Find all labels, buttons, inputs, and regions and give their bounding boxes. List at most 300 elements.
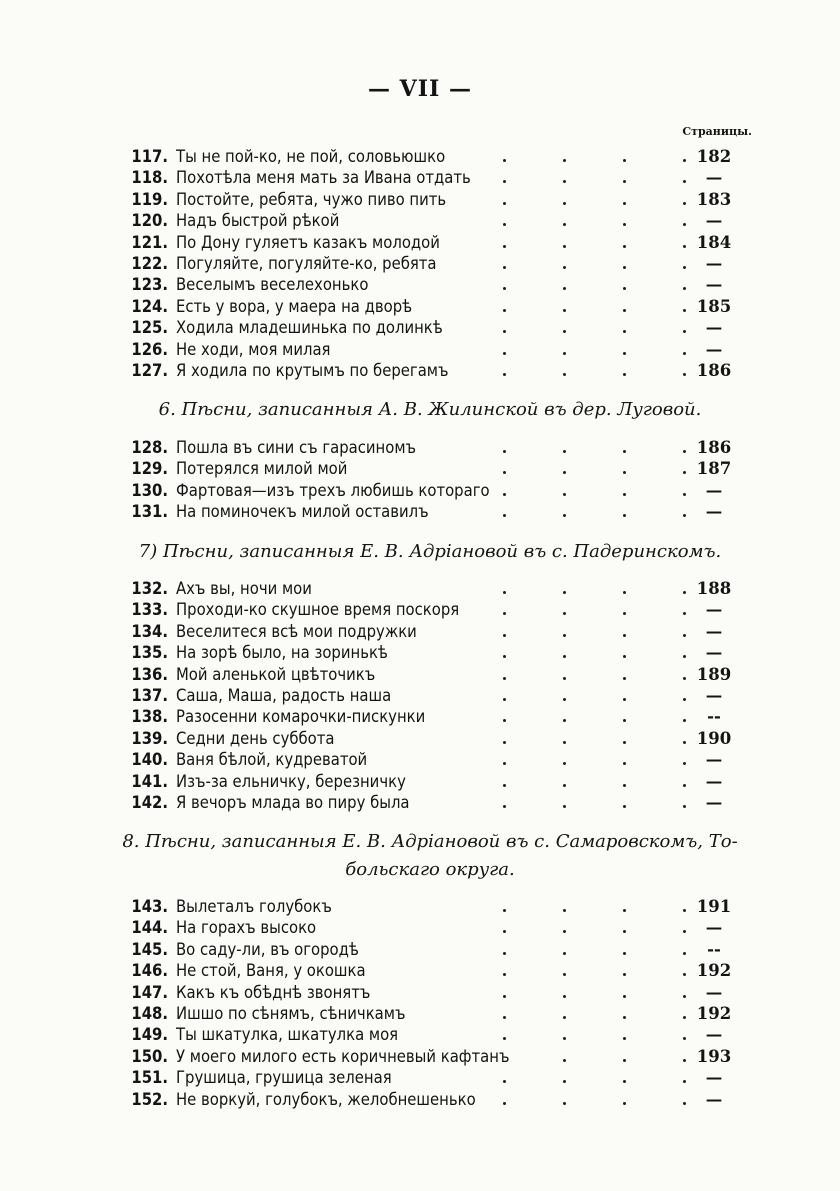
entry-page-number: 190	[696, 728, 732, 748]
toc-entry	[120, 458, 740, 480]
leader-dot	[503, 952, 506, 955]
leader-dot	[683, 741, 686, 744]
leader-dot	[503, 762, 506, 765]
leader-dot	[623, 514, 626, 517]
section-heading-6: 6. Пѣсни, записанныя А. В. Жилинской въ дер. Луговой.	[158, 399, 702, 420]
dot-leader	[120, 309, 680, 312]
dot-leader	[120, 330, 680, 333]
leader-dot	[683, 634, 686, 637]
entry-title: Пошла въ сини съ гарасиномъ	[176, 438, 417, 457]
toc-entry	[120, 578, 740, 600]
leader-dot	[563, 352, 566, 355]
entry-page-number: —	[705, 480, 723, 500]
dot-leader	[120, 930, 680, 933]
toc-entry	[120, 437, 740, 459]
leader-dot	[683, 719, 686, 722]
dot-leader	[120, 995, 680, 998]
dot-leader	[120, 677, 680, 680]
pages-column-label: Страницы.	[682, 125, 752, 138]
leader-dot	[623, 634, 626, 637]
entry-number: 142.	[131, 793, 168, 812]
entry-title: Во саду-ли, въ огородѣ	[176, 939, 359, 959]
leader-dot	[623, 1016, 626, 1019]
leader-dot	[563, 719, 566, 722]
leader-dot	[623, 995, 626, 998]
entry-number: 149.	[131, 1025, 168, 1045]
toc-entry	[120, 982, 740, 1004]
entry-title: Ты шкатулка, шкатулка моя	[176, 1025, 399, 1045]
dot-leader	[120, 1080, 680, 1083]
leader-dot	[623, 309, 626, 312]
leader-dot	[623, 719, 626, 722]
toc-entry	[120, 749, 740, 771]
entry-page-number: —	[705, 1089, 723, 1109]
leader-dot	[563, 245, 566, 248]
entry-page-number: —	[705, 339, 723, 359]
leader-dot	[503, 493, 506, 496]
leader-dot	[683, 805, 686, 808]
leader-dot	[563, 471, 566, 474]
leader-dot	[503, 634, 506, 637]
leader-dot	[563, 952, 566, 955]
entry-title: Грушица, грушица зеленая	[176, 1068, 392, 1088]
dot-leader	[120, 471, 680, 474]
entry-page-number: —	[705, 1025, 723, 1045]
leader-dot	[683, 1059, 686, 1062]
leader-dot	[563, 909, 566, 912]
leader-dot	[503, 909, 506, 912]
dot-leader	[120, 698, 680, 701]
dot-leader	[120, 655, 680, 658]
entry-number: 120.	[131, 211, 168, 231]
toc-entry	[120, 146, 740, 168]
toc-entry	[120, 189, 740, 211]
entry-number: 119.	[131, 189, 168, 209]
leader-dot	[623, 493, 626, 496]
entry-number: 150.	[131, 1046, 168, 1066]
entry-title: Не ходи, моя милая	[176, 339, 331, 359]
leader-dot	[563, 677, 566, 680]
leader-dot	[563, 995, 566, 998]
entry-page-number: 186	[696, 438, 732, 457]
leader-dot	[683, 352, 686, 355]
entry-page-number: 183	[696, 189, 732, 209]
leader-dot	[623, 180, 626, 183]
entry-page-number: 184	[696, 232, 732, 252]
leader-dot	[623, 1059, 626, 1062]
leader-dot	[563, 1059, 566, 1062]
leader-dot	[503, 373, 506, 376]
leader-dot	[623, 784, 626, 787]
leader-dot	[623, 952, 626, 955]
leader-dot	[683, 1102, 686, 1105]
entry-number: 128.	[131, 438, 168, 457]
entry-number: 130.	[131, 480, 168, 500]
leader-dot	[623, 373, 626, 376]
dot-leader	[120, 741, 680, 744]
leader-dot	[623, 223, 626, 226]
entry-number: 121.	[131, 232, 168, 252]
entry-page-number: —	[705, 168, 723, 188]
entry-number: 141.	[131, 771, 168, 791]
entry-page-number: —	[705, 686, 723, 705]
leader-dot	[563, 266, 566, 269]
entry-number: 127.	[131, 361, 168, 380]
entry-page-number: 186	[696, 361, 732, 380]
entry-page-number: 189	[696, 664, 732, 684]
dot-leader	[120, 1102, 680, 1105]
toc-entry	[120, 317, 740, 339]
dot-leader	[120, 223, 680, 226]
toc-entry	[120, 1067, 740, 1089]
leader-dot	[503, 1102, 506, 1105]
leader-dot	[683, 677, 686, 680]
leader-dot	[563, 159, 566, 162]
toc-entry	[120, 210, 740, 232]
leader-dot	[503, 973, 506, 976]
leader-dot	[683, 612, 686, 615]
toc-entry	[120, 501, 740, 523]
dot-leader	[120, 805, 680, 808]
leader-dot	[503, 352, 506, 355]
entry-title: На зорѣ было, на зоринькѣ	[176, 643, 388, 663]
entry-title: Веселымъ веселехонько	[176, 275, 369, 295]
page-header: — VII —	[368, 76, 472, 102]
leader-dot	[503, 287, 506, 290]
entry-number: 135.	[131, 643, 168, 663]
entry-number: 131.	[131, 502, 168, 522]
leader-dot	[503, 1080, 506, 1083]
leader-dot	[623, 612, 626, 615]
leader-dot	[623, 930, 626, 933]
entry-page-number: —	[705, 211, 723, 231]
leader-dot	[683, 450, 686, 453]
entry-number: 137.	[131, 686, 168, 705]
leader-dot	[623, 352, 626, 355]
entry-page-number: —	[705, 982, 723, 1002]
leader-dot	[563, 1102, 566, 1105]
dot-leader	[120, 159, 680, 162]
leader-dot	[503, 514, 506, 517]
leader-dot	[503, 719, 506, 722]
dot-leader	[120, 180, 680, 183]
entry-number: 129.	[131, 459, 168, 479]
entry-title: На поминочекъ милой оставилъ	[176, 502, 429, 522]
leader-dot	[503, 805, 506, 808]
entry-title: Вылеталъ голубокъ	[176, 897, 332, 916]
leader-dot	[563, 223, 566, 226]
section-heading-8-line2: больскаго округа.	[345, 859, 515, 880]
entry-number: 148.	[131, 1004, 168, 1023]
entry-page-number: —	[705, 643, 723, 663]
leader-dot	[683, 493, 686, 496]
entry-page-number: —	[705, 254, 723, 273]
leader-dot	[503, 450, 506, 453]
leader-dot	[683, 471, 686, 474]
leader-dot	[503, 591, 506, 594]
leader-dot	[563, 612, 566, 615]
leader-dot	[503, 930, 506, 933]
entry-title: Фартовая—изъ трехъ любишь котораго	[176, 480, 490, 500]
leader-dot	[683, 223, 686, 226]
toc-entry	[120, 896, 740, 918]
leader-dot	[563, 287, 566, 290]
dot-leader	[120, 634, 680, 637]
entry-page-number: —	[705, 750, 723, 770]
entry-number: 123.	[131, 275, 168, 295]
toc-entry	[120, 480, 740, 502]
leader-dot	[503, 202, 506, 205]
leader-dot	[503, 995, 506, 998]
entry-number: 126.	[131, 339, 168, 359]
leader-dot	[503, 698, 506, 701]
dot-leader	[120, 202, 680, 205]
dot-leader	[120, 266, 680, 269]
entry-page-number: 188	[696, 579, 732, 598]
leader-dot	[623, 1102, 626, 1105]
leader-dot	[683, 309, 686, 312]
toc-entry	[120, 232, 740, 254]
entry-number: 145.	[131, 939, 168, 959]
leader-dot	[503, 741, 506, 744]
entry-title: Не стой, Ваня, у окошка	[176, 961, 366, 981]
leader-dot	[623, 245, 626, 248]
toc-entry	[120, 960, 740, 982]
entry-title: Я вечоръ млада во пиру была	[176, 793, 410, 812]
entry-page-number: --	[707, 707, 721, 727]
dot-leader	[120, 450, 680, 453]
leader-dot	[563, 1080, 566, 1083]
entry-number: 143.	[131, 897, 168, 916]
leader-dot	[503, 612, 506, 615]
entry-page-number: —	[705, 502, 723, 522]
section-heading-7: 7) Пѣсни, записанныя Е. В. Адріановой въ с. Падеринскомъ.	[138, 541, 722, 562]
leader-dot	[563, 930, 566, 933]
leader-dot	[503, 784, 506, 787]
toc-entry	[120, 1003, 740, 1025]
dot-leader	[120, 591, 680, 594]
entry-number: 144.	[131, 918, 168, 938]
dot-leader	[120, 762, 680, 765]
leader-dot	[563, 973, 566, 976]
toc-entry	[120, 1046, 740, 1068]
leader-dot	[683, 655, 686, 658]
leader-dot	[623, 805, 626, 808]
leader-dot	[683, 909, 686, 912]
leader-dot	[623, 266, 626, 269]
entry-number: 147.	[131, 982, 168, 1002]
leader-dot	[563, 655, 566, 658]
leader-dot	[563, 373, 566, 376]
leader-dot	[623, 450, 626, 453]
entry-title: Ходила младешинька по долинкѣ	[176, 318, 443, 338]
entry-page-number: —	[705, 1068, 723, 1088]
entry-page-number: 182	[696, 147, 732, 166]
leader-dot	[683, 287, 686, 290]
entry-number: 117.	[131, 147, 168, 166]
leader-dot	[623, 159, 626, 162]
entry-title: Седни день суббота	[176, 728, 335, 748]
entry-number: 136.	[131, 664, 168, 684]
leader-dot	[503, 223, 506, 226]
dot-leader	[120, 784, 680, 787]
leader-dot	[563, 805, 566, 808]
toc-entry	[120, 664, 740, 686]
leader-dot	[683, 1080, 686, 1083]
leader-dot	[563, 180, 566, 183]
leader-dot	[623, 471, 626, 474]
entry-number: 132.	[131, 579, 168, 598]
entry-number: 138.	[131, 707, 168, 727]
entry-title: Потерялся милой мой	[176, 459, 348, 479]
dot-leader	[120, 373, 680, 376]
leader-dot	[563, 591, 566, 594]
entry-title: На горахъ высоко	[176, 918, 317, 938]
toc-entry	[120, 771, 740, 793]
leader-dot	[623, 741, 626, 744]
leader-dot	[623, 287, 626, 290]
entry-page-number: —	[705, 621, 723, 641]
entry-title: Разосенни комарочки-пискунки	[176, 707, 426, 727]
entry-title: Постойте, ребята, чужо пиво пить	[176, 189, 447, 209]
leader-dot	[503, 180, 506, 183]
entry-number: 152.	[131, 1089, 168, 1109]
dot-leader	[120, 719, 680, 722]
toc-entry	[120, 621, 740, 643]
leader-dot	[563, 634, 566, 637]
entry-number: 140.	[131, 750, 168, 770]
entry-title: Не воркуй, голубокъ, желобнешенько	[176, 1089, 476, 1109]
leader-dot	[683, 1016, 686, 1019]
dot-leader	[120, 973, 680, 976]
section-heading-8-line1: 8. Пѣсни, записанныя Е. В. Адріановой въ с. Самаровскомъ, То-	[122, 831, 738, 852]
entry-number: 125.	[131, 318, 168, 338]
toc-entry	[120, 1089, 740, 1111]
entry-number: 139.	[131, 728, 168, 748]
leader-dot	[503, 677, 506, 680]
entry-page-number: —	[705, 771, 723, 791]
leader-dot	[563, 450, 566, 453]
leader-dot	[563, 741, 566, 744]
entry-title: Погуляйте, погуляйте-ко, ребята	[176, 254, 437, 273]
leader-dot	[683, 784, 686, 787]
toc-entry	[120, 706, 740, 728]
leader-dot	[623, 1037, 626, 1040]
leader-dot	[683, 180, 686, 183]
dot-leader	[120, 245, 680, 248]
leader-dot	[623, 762, 626, 765]
dot-leader	[120, 1059, 680, 1062]
toc-entry	[120, 642, 740, 664]
entry-page-number: --	[707, 939, 721, 959]
entry-title: Проходи-ко скушное время поскоря	[176, 600, 460, 620]
entry-title: Ишшо по сѣнямъ, сѣничкамъ	[176, 1004, 406, 1023]
toc-entry	[120, 1024, 740, 1046]
toc-entry	[120, 685, 740, 707]
toc-entry	[120, 939, 740, 961]
leader-dot	[683, 245, 686, 248]
entry-title: Веселитеся всѣ мои подружки	[176, 621, 417, 641]
entry-number: 118.	[131, 168, 168, 188]
leader-dot	[683, 514, 686, 517]
leader-dot	[683, 952, 686, 955]
leader-dot	[623, 677, 626, 680]
leader-dot	[683, 698, 686, 701]
entry-page-number: —	[705, 793, 723, 812]
leader-dot	[623, 973, 626, 976]
dot-leader	[120, 493, 680, 496]
leader-dot	[683, 266, 686, 269]
entry-number: 124.	[131, 296, 168, 316]
entry-page-number: 185	[696, 296, 732, 316]
leader-dot	[503, 245, 506, 248]
leader-dot	[503, 1016, 506, 1019]
dot-leader	[120, 909, 680, 912]
leader-dot	[683, 159, 686, 162]
entry-title: Я ходила по крутымъ по берегамъ	[176, 361, 449, 380]
leader-dot	[563, 1037, 566, 1040]
leader-dot	[623, 591, 626, 594]
leader-dot	[563, 493, 566, 496]
leader-dot	[563, 202, 566, 205]
entry-number: 122.	[131, 254, 168, 273]
leader-dot	[683, 973, 686, 976]
entry-number: 133.	[131, 600, 168, 620]
entry-page-number: 187	[696, 459, 732, 479]
entry-title: Ахъ вы, ночи мои	[176, 579, 312, 598]
toc-entry	[120, 339, 740, 361]
entry-page-number: 193	[696, 1046, 732, 1066]
entry-title: Мой аленькой цвѣточикъ	[176, 664, 376, 684]
dot-leader	[120, 287, 680, 290]
dot-leader	[120, 352, 680, 355]
entry-page-number: 191	[696, 897, 732, 916]
leader-dot	[623, 655, 626, 658]
dot-leader	[120, 612, 680, 615]
leader-dot	[563, 762, 566, 765]
toc-entry	[120, 917, 740, 939]
entry-title: Изъ-за ельничку, березничку	[176, 771, 406, 791]
leader-dot	[683, 995, 686, 998]
entry-page-number: 192	[696, 961, 732, 981]
leader-dot	[683, 202, 686, 205]
leader-dot	[503, 1037, 506, 1040]
leader-dot	[503, 330, 506, 333]
leader-dot	[623, 1080, 626, 1083]
leader-dot	[503, 655, 506, 658]
leader-dot	[563, 309, 566, 312]
entry-title: Ты не пой-ко, не пой, соловьюшко	[176, 147, 446, 166]
entry-title: Ваня бѣлой, кудреватой	[176, 750, 368, 770]
leader-dot	[683, 1037, 686, 1040]
leader-dot	[683, 330, 686, 333]
dot-leader	[120, 952, 680, 955]
leader-dot	[683, 373, 686, 376]
toc-entry	[120, 296, 740, 318]
leader-dot	[503, 471, 506, 474]
leader-dot	[683, 930, 686, 933]
toc-entry	[120, 792, 740, 814]
leader-dot	[563, 1016, 566, 1019]
leader-dot	[563, 698, 566, 701]
entry-page-number: —	[705, 918, 723, 938]
dot-leader	[120, 1037, 680, 1040]
toc-entry	[120, 274, 740, 296]
entry-title: У моего милого есть коричневый кафтанъ	[176, 1046, 510, 1066]
toc-entry	[120, 360, 740, 382]
toc-entry	[120, 599, 740, 621]
leader-dot	[563, 330, 566, 333]
